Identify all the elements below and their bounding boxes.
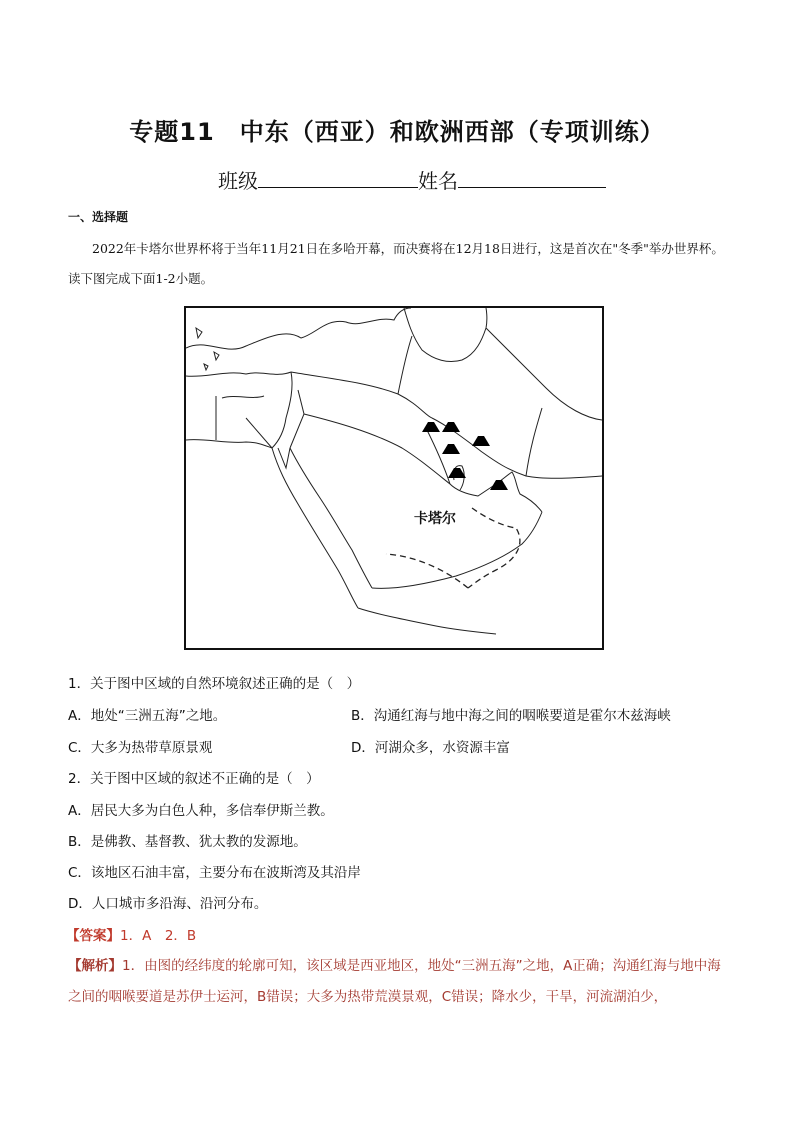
qatar-label: 卡塔尔 (414, 511, 456, 527)
red-sea-west (272, 448, 358, 608)
explanation-paragraph (68, 951, 728, 1013)
question-1-stem: 1．关于图中区域的自然环境叙述正确的是（ ） (68, 676, 361, 692)
somalia-coast (358, 608, 496, 634)
map-figure (184, 306, 604, 650)
intro-paragraph: 2022年卡塔尔世界杯将于当年11月21日在多哈开幕，而决赛将在12月18日进行，这是首次在"冬季"举办世界杯。读下图完成下面1-2小题。 (68, 241, 724, 286)
section-heading: 一、选择题 (68, 210, 129, 224)
sinai (278, 448, 290, 468)
middle-east-map (186, 308, 602, 648)
arabia-west-coast (290, 448, 372, 588)
border-iran-north (486, 328, 602, 420)
answer-line (66, 924, 196, 944)
name-blank (458, 167, 606, 188)
border-turkey-syria (291, 372, 432, 418)
name-label: 姓名 (418, 169, 458, 193)
border-iraq-iran (398, 336, 412, 394)
question-2-option-a: A．居民大多为白色人种，多信奉伊斯兰教。 (68, 803, 334, 819)
oil-well-icon-6 (490, 480, 508, 490)
explanation-label: 【解析】 (68, 958, 122, 974)
question-1-option-a: A．地处“三洲五海”之地。 (68, 708, 227, 724)
border-iran-east (526, 408, 542, 476)
question-2-stem: 2．关于图中区域的叙述不正确的是（ ） (68, 771, 320, 787)
question-1-option-d: D．河湖众多，水资源丰富 (351, 740, 510, 756)
question-2-option-d: D．人口城市多沿海、沿河分布。 (68, 896, 268, 912)
header-fields (218, 165, 606, 194)
egypt-coast (186, 440, 272, 448)
oil-well-icon-1 (422, 422, 440, 432)
islands (196, 328, 219, 370)
page-title: 专题11 中东（西亚）和欧洲西部（专项训练） (129, 118, 665, 146)
border-jordan (290, 390, 304, 448)
question-2-option-b: B．是佛教、基督教、犹太教的发源地。 (68, 834, 307, 850)
levant-coast (272, 372, 292, 448)
oil-markers (422, 422, 508, 490)
turkey-south-coast (186, 372, 291, 376)
question-1-option-c: C．大多为热带草原景观 (68, 740, 213, 756)
border-egypt (216, 396, 272, 448)
explanation-text: 1．由图的经纬度的轮廓可知，该区域是西亚地区，地处“三洲五海”之地，A正确；沟通红海与地中海之间的咽喉要道是苏伊士运河，B错误；大多为热带荒漠景观，C错误；降水少，干旱，河流湖泊少， (68, 958, 721, 1005)
oman-coast (490, 472, 542, 512)
oil-well-icon-3 (442, 444, 460, 454)
question-1-option-b: B．沟通红海与地中海之间的咽喉要道是霍尔木兹海峡 (351, 708, 671, 724)
question-2-option-c: C．该地区石油丰富，主要分布在波斯湾及其沿岸 (68, 865, 361, 881)
answer-label: 【答案】 (66, 928, 120, 944)
turkey-coast-line (186, 308, 411, 349)
arabia-south-coast (372, 512, 542, 588)
class-label: 班级 (218, 169, 258, 193)
cyprus (222, 396, 264, 398)
answer-text: 1．A 2．B (120, 928, 197, 944)
caspian-sea (404, 308, 487, 362)
oil-well-icon-4 (472, 436, 490, 446)
border-dashed-oman (468, 508, 520, 588)
oil-well-icon-2 (442, 422, 460, 432)
class-blank (258, 167, 418, 188)
